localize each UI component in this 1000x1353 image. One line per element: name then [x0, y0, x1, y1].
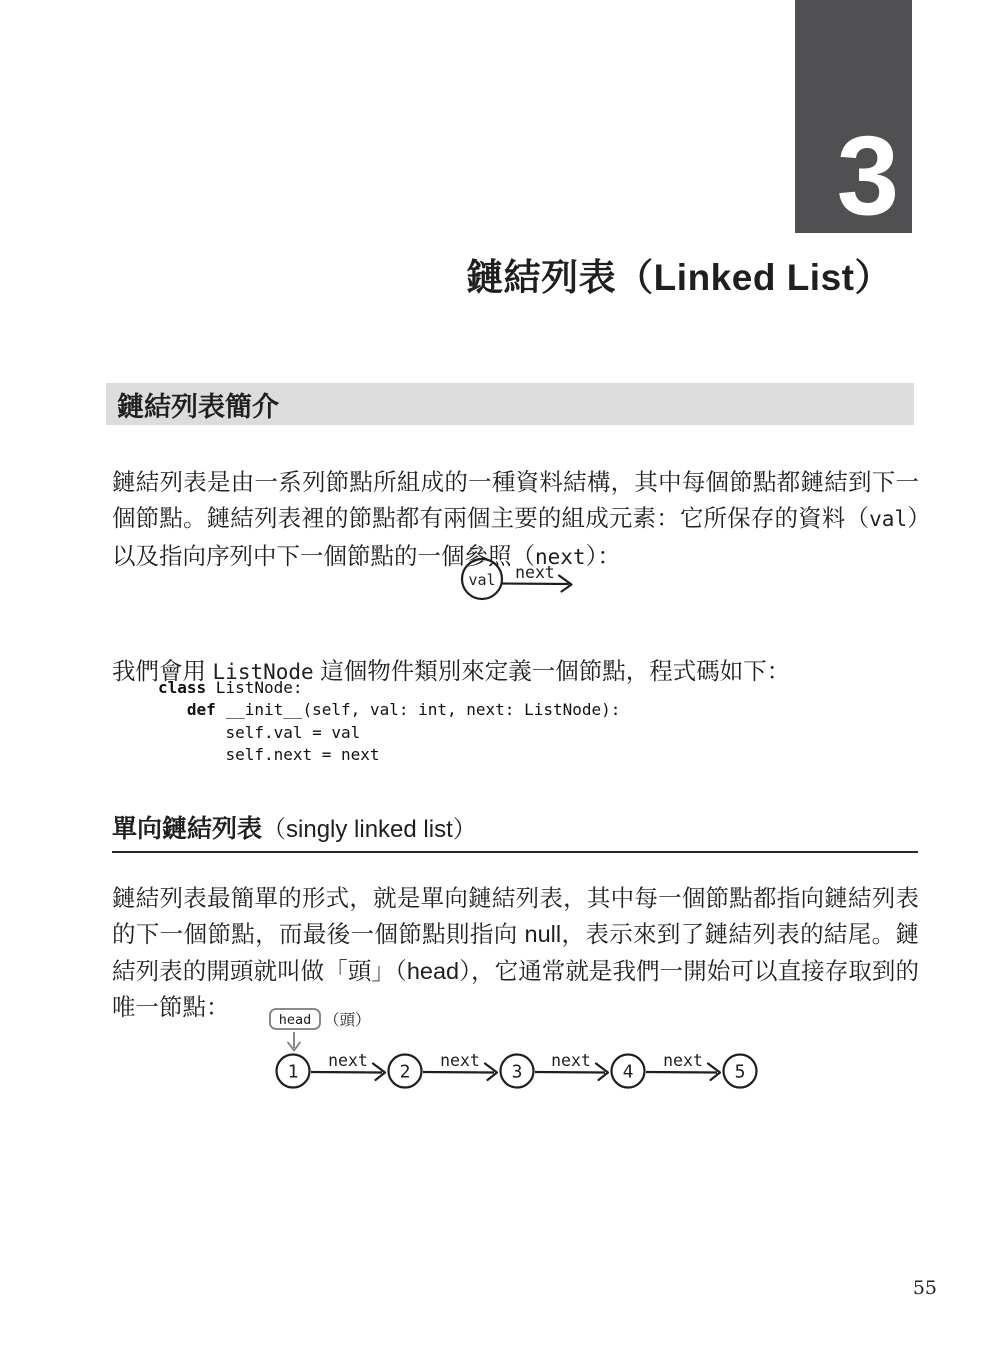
text-run: 鏈結列表是由一系列節點所組成的一種資料結構，其中每個節點都鏈結到下一個節點。鏈結列表裡的節點都有兩個主要的組成元素：它所保存的資料（ — [112, 468, 919, 532]
subsection-heading — [112, 809, 918, 853]
code-indent — [158, 723, 225, 742]
next-arrow-shaft — [502, 584, 569, 585]
code-keyword: class — [158, 678, 207, 697]
text-run: ）以及指向序列中下一個節點的一個參照（ — [112, 505, 920, 569]
text-run: 我們會用 — [112, 657, 213, 684]
node-value: 5 — [734, 1061, 746, 1083]
code-line — [158, 699, 620, 721]
code-line — [158, 744, 620, 766]
node-value: 3 — [511, 1061, 523, 1083]
next-arrow-label: next — [551, 1051, 591, 1070]
next-arrow-label: next — [440, 1051, 480, 1070]
subsection-heading-en: （singly linked list） — [262, 816, 477, 843]
section-heading: 鏈結列表簡介 — [117, 391, 279, 422]
val-node-diagram — [450, 551, 590, 613]
linked-list-diagram — [260, 1000, 780, 1100]
next-arrow-shaft — [535, 1072, 605, 1073]
code-text: self.val = val — [225, 722, 361, 742]
inline-code-listnode: ListNode — [212, 659, 314, 684]
code-indent — [158, 745, 225, 764]
next-arrow-shaft — [423, 1072, 494, 1073]
text-run: ），它通常就是我們一開始可以直接存取到的唯一節點： — [112, 957, 920, 1021]
head-label: head — [278, 1012, 312, 1028]
code-line — [158, 722, 620, 744]
inline-code-val: val — [869, 507, 908, 532]
node-value: 2 — [399, 1061, 411, 1083]
node-value: 4 — [622, 1061, 634, 1083]
next-arrow-label: next — [515, 563, 555, 582]
node-value: 1 — [287, 1061, 299, 1083]
section-heading-bar — [106, 383, 914, 425]
val-node-label: val — [468, 571, 496, 589]
text-run: ，表示來到了鏈結列表的結尾。鏈結列表的開頭就叫做「頭」（ — [112, 921, 920, 984]
head-label-zh: （頭） — [324, 1012, 371, 1029]
next-arrow-shaft — [646, 1072, 717, 1073]
code-text: self.next = next — [225, 745, 380, 765]
inline-code-next: next — [535, 544, 586, 569]
text-run: 這個物件類別來定義一個節點，程式碼如下： — [313, 657, 791, 684]
code-text: __init__(self, val: int, next: ListNode): — [215, 700, 621, 720]
code-block — [158, 677, 620, 767]
code-keyword: def — [186, 700, 216, 720]
code-text: ListNode: — [206, 678, 303, 697]
chapter-number-box — [795, 0, 912, 238]
code-indent — [158, 700, 187, 719]
subsection-heading-zh: 單向鏈結列表 — [112, 815, 263, 843]
text-run: ）： — [585, 542, 621, 569]
chapter-title: 鏈結列表（Linked List） — [466, 257, 892, 298]
page-number: 55 — [912, 1277, 937, 1299]
next-arrow-label: next — [328, 1051, 368, 1070]
next-arrow-label: next — [663, 1051, 703, 1070]
inline-term-head: head — [406, 957, 460, 984]
chapter-number: 3 — [836, 112, 899, 238]
text-run: 鏈結列表最簡單的形式，就是單向鏈結列表，其中每一個節點都指向鏈結列表的下一個節點，而最後一個節點則指向 — [112, 884, 919, 948]
code-line — [158, 677, 620, 699]
inline-term-null: null — [524, 921, 562, 948]
next-arrow-shaft — [311, 1072, 382, 1073]
